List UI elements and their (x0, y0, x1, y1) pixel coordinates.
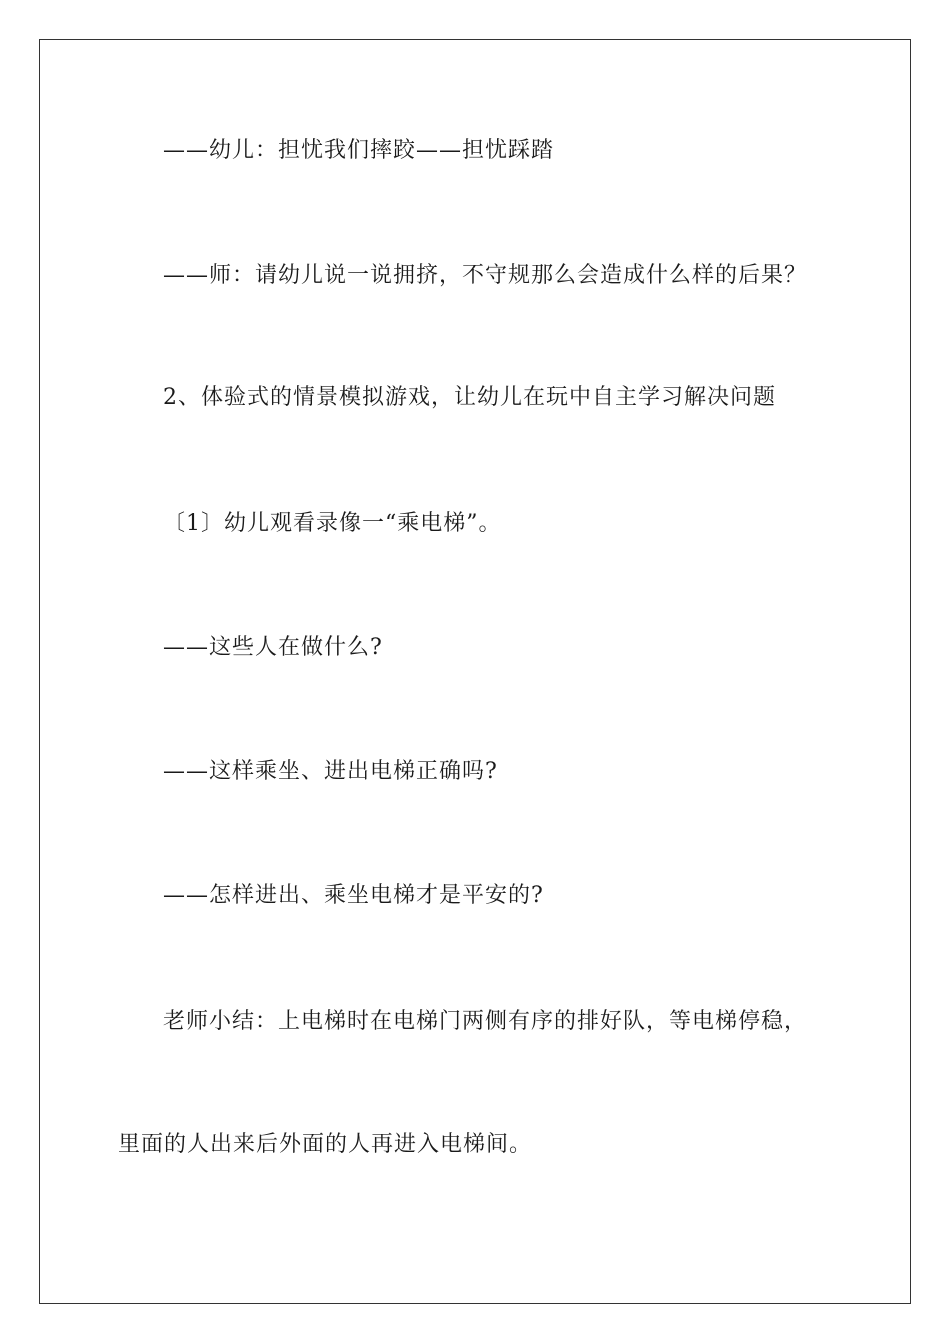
page-border (39, 39, 911, 1304)
question-line-1: ——这些人在做什么? (163, 635, 383, 660)
question-line-3: ——怎样进出、乘坐电梯才是平安的? (163, 883, 544, 908)
teacher-summary-line-1: 老师小结：上电梯时在电梯门两侧有序的排好队，等电梯停稳， (163, 1009, 808, 1034)
paragraph-line-2: ——师：请幼儿说一说拥挤，不守规那么会造成什么样的后果？ (163, 263, 808, 288)
sub-item-heading: 〔1〕幼儿观看录像一“乘电梯”。 (163, 511, 502, 536)
section-heading: 2、体验式的情景模拟游戏，让幼儿在玩中自主学习解决问题 (163, 385, 776, 410)
paragraph-line-1: ——幼儿：担忧我们摔跤——担忧踩踏 (163, 138, 555, 163)
question-line-2: ——这样乘坐、进出电梯正确吗? (163, 759, 498, 784)
teacher-summary-line-2: 里面的人出来后外面的人再进入电梯间。 (118, 1132, 533, 1157)
